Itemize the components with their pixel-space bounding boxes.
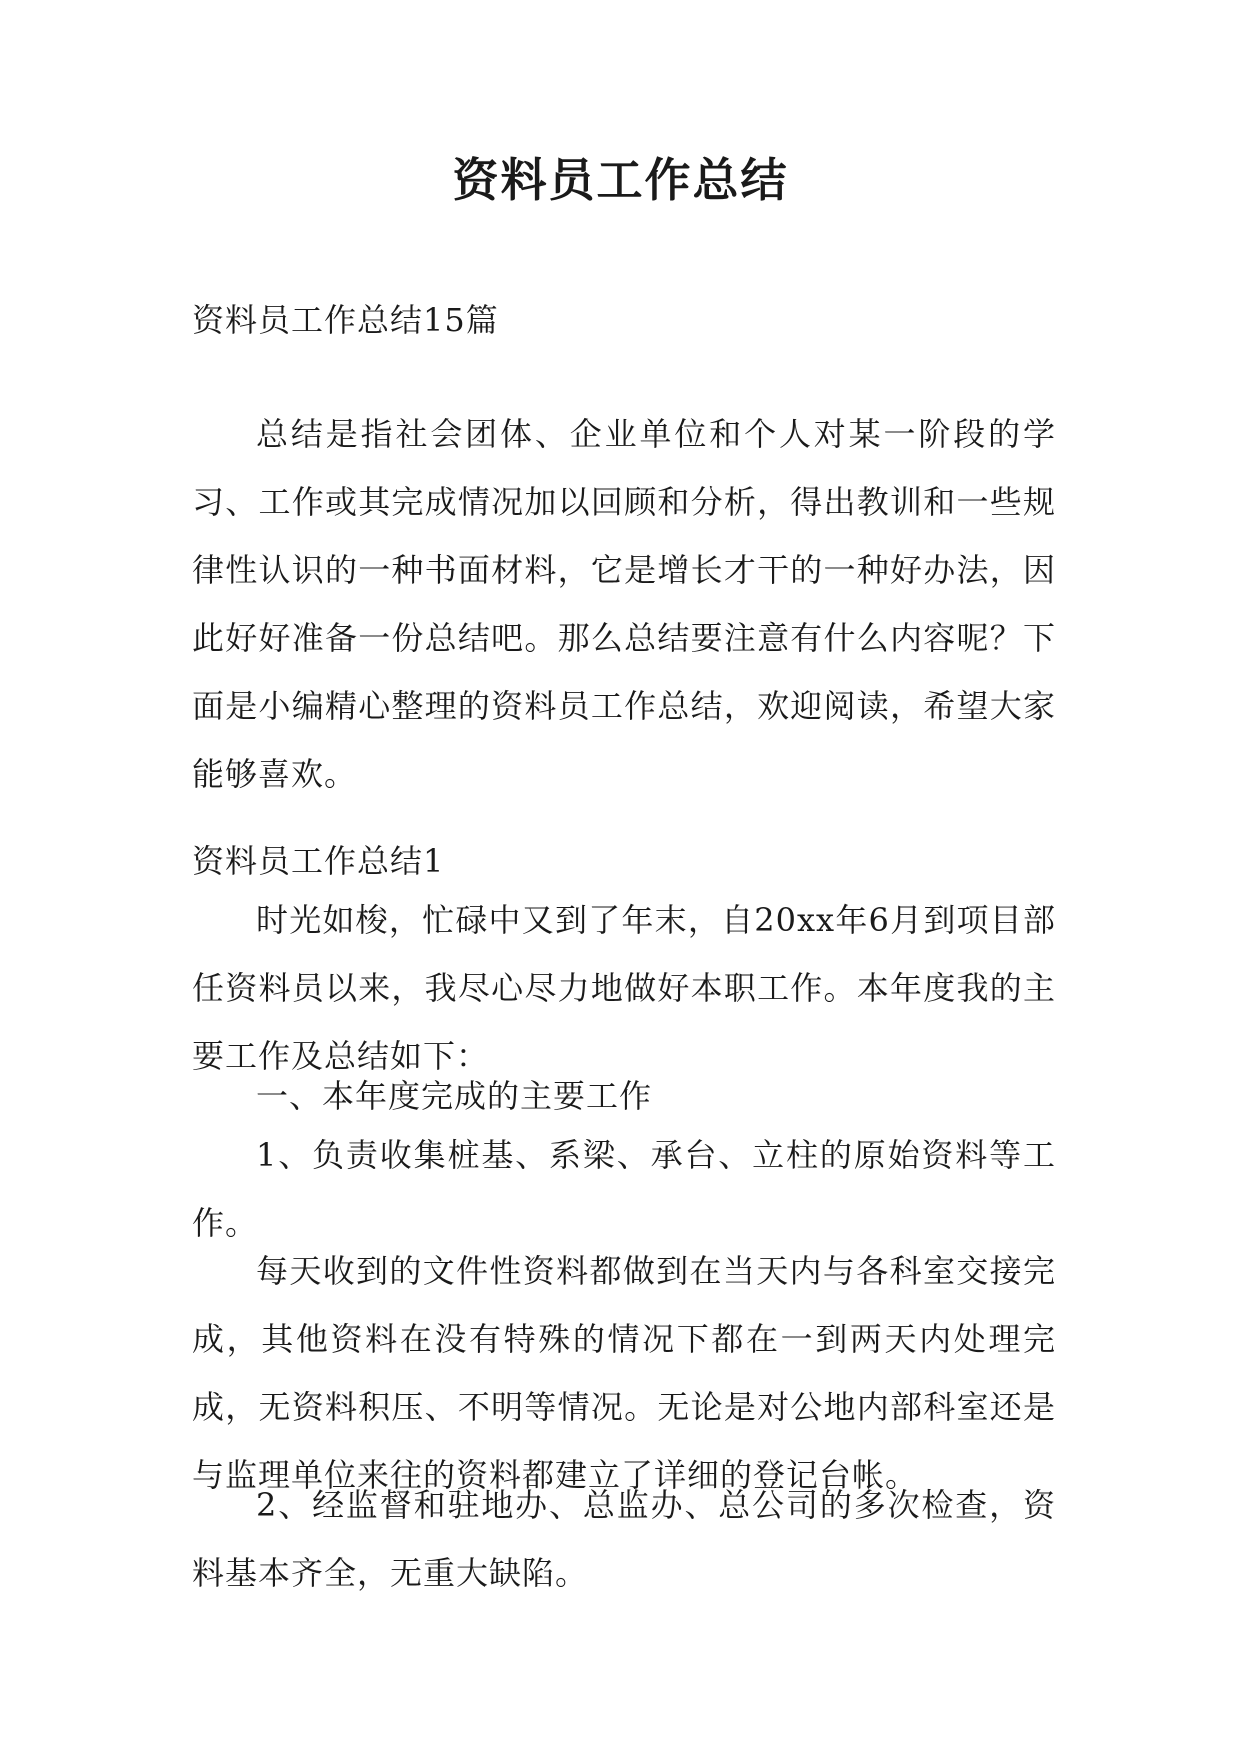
document-title: 资料员工作总结 — [452, 153, 789, 207]
body-paragraph: 2、经监督和驻地办、总监办、总公司的多次检查，资料基本齐全，无重大缺陷。 — [192, 1486, 1056, 1592]
body-paragraph: 时光如梭，忙碌中又到了年末，自20xx年6月到项目部任资料员以来，我尽心尽力地做好本职工作。本年度我的主要工作及总结如下： — [192, 901, 1056, 1075]
document-subtitle: 资料员工作总结15篇 — [192, 301, 499, 339]
intro-paragraph: 总结是指社会团体、企业单位和个人对某一阶段的学习、工作或其完成情况加以回顾和分析，得出教训和一些规律性认识的一种书面材料，它是增长才干的一种好办法，因此好好准备一份总结吧。那么总结要注意有什么内容呢？下面是小编精心整理的资料员工作总结，欢迎阅读，希望大家能够喜欢。 — [192, 415, 1056, 793]
subsection-heading: 一、本年度完成的主要工作 — [256, 1077, 653, 1115]
body-paragraph: 每天收到的文件性资料都做到在当天内与各科室交接完成，其他资料在没有特殊的情况下都在一到两天内处理完成，无资料积压、不明等情况。无论是对公地内部科室还是与监理单位来往的资料都建立了详细的登记台帐。 — [192, 1252, 1056, 1494]
section-heading: 资料员工作总结1 — [192, 842, 445, 880]
body-paragraph: 1、负责收集桩基、系梁、承台、立柱的原始资料等工作。 — [192, 1136, 1056, 1242]
